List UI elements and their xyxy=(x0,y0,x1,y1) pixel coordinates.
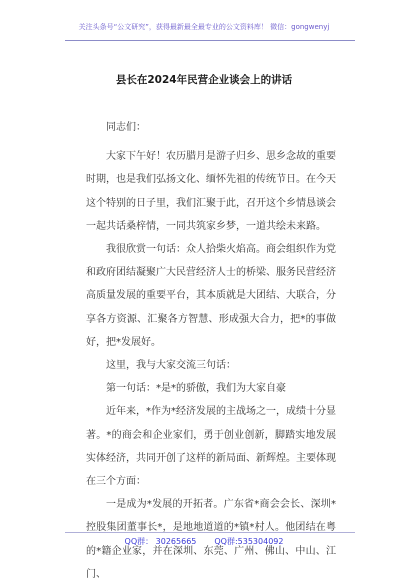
greeting: 同志们： xyxy=(106,122,146,133)
header-divider xyxy=(65,40,355,41)
document-body xyxy=(86,116,336,586)
document-title: 县长在2024年民营企业谈会上的讲话 xyxy=(115,74,293,86)
footer-divider xyxy=(65,532,355,533)
qq-group-1: QQ群： 30265665 xyxy=(124,537,197,546)
qq-group-2: QQ群:535304092 xyxy=(214,537,284,546)
promo-header: 关注头条号“公文研究”，获得最新最全最专业的公文资料库！ 微信：gongwenyj xyxy=(78,23,330,31)
paragraph: 一是成为*发展的开拓者。广东省*商会会长、深圳*控股集团董事长*，是地地道道的*镇*村人。他团结在粤的*籍企业家，并在深圳、东莞、广州、佛山、中山、江门、 xyxy=(86,499,336,580)
paragraph: 大家下午好！农历腊月是游子归乡、思乡念故的重要时期，也是我们弘扬文化、缅怀先祖的传统节日。在今天这个特别的日子里，我们汇聚于此，召开这个乡情恳谈会一起共话桑梓情，一同共筑家乡梦，一道共绘未来路。 xyxy=(86,151,336,232)
footer xyxy=(0,536,408,547)
paragraph: 第一句话：*是*的骄傲，我们为大家自豪 xyxy=(106,383,286,395)
paragraph: 近年来，*作为*经济发展的主战场之一，成绩十分显著。*的商会和企业家们，勇于创业创新，脚踏实地发展实体经济，共同开创了这样的新局面、新辉煌。主要体现在三个方面： xyxy=(86,406,336,488)
paragraph: 我很欣赏一句话：众人拾柴火焰高。商会组织作为党和政府团结凝聚广大民营经济人士的桥梁、服务民营经济高质量发展的重要平台，其本质就是大团结、大联合，分享各方资源、汇聚各方智慧、形成强大合力，把*的事做好，把*发展好。 xyxy=(86,244,336,348)
paragraph: 这里，我与大家交流三句话： xyxy=(106,360,236,372)
